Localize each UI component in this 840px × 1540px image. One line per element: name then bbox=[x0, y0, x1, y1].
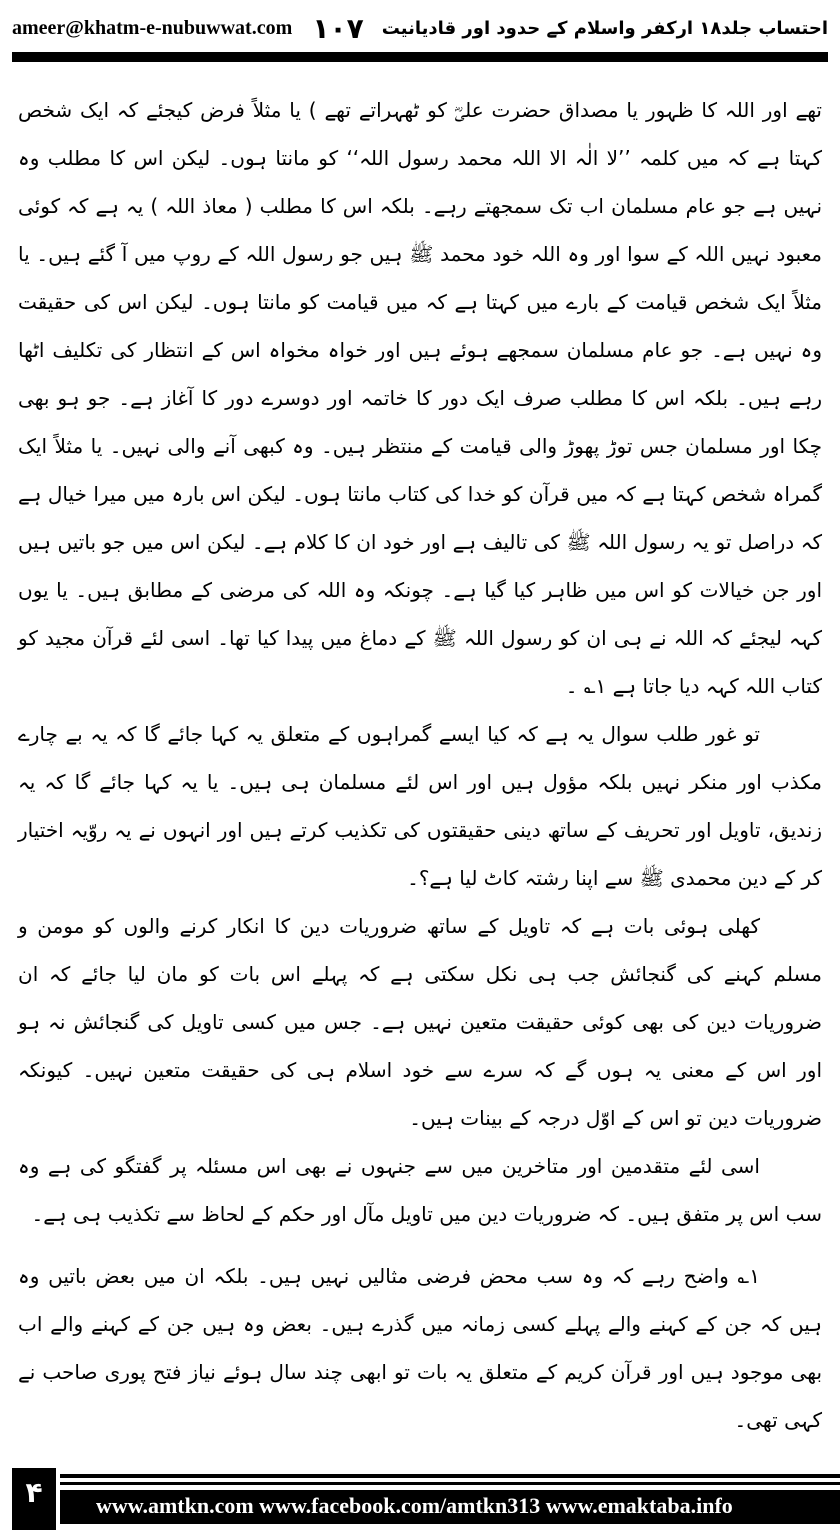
paragraph bbox=[18, 86, 822, 710]
text-line: تو غور طلب سوال یہ ہے کہ کیا ایسے گمراہوں کے متعلق یہ کہا جائے گا کہ یہ بے چارے bbox=[18, 722, 760, 746]
footer-links: www.amtkn.com www.facebook.com/amtkn313 www.emaktaba.info bbox=[96, 1493, 733, 1518]
header-title-group bbox=[312, 12, 828, 45]
page-header bbox=[12, 0, 828, 48]
footnote-line: ہیں اور قرآن کریم کے متعلق یہ بات تو ابھی چند سال ہوئے نیاز فتح پوری صاحب نے کہی تھی۔ bbox=[18, 1360, 822, 1432]
page-footer bbox=[12, 1468, 840, 1530]
footnote bbox=[18, 1252, 822, 1444]
footer-rule bbox=[60, 1482, 840, 1485]
text-line: پھوڑ والی قیامت کے منتظر ہیں۔ وہ کبھی آنے والی نہیں۔ یا مثلاً ایک گمراہ شخص کہتا ہے کہ میں bbox=[18, 434, 823, 506]
text-line: کھلی ہوئی بات ہے کہ تاویل کے ساتھ ضروریات دین کا انکار کرنے والوں کو bbox=[93, 914, 760, 938]
text-line: مطلب صرف ایک دور کا خاتمہ اور دوسرے دور کا آغاز ہے۔ جو ہو بھی چکا اور مسلمان جس توڑ bbox=[18, 386, 823, 458]
text-line: قرآن کو خدا کی کتاب مانتا ہوں۔ لیکن اس بارہ میں میرا خیال ہے کہ دراصل تو یہ رسول bbox=[18, 482, 823, 554]
footer-rule bbox=[60, 1474, 840, 1478]
page-number: ۱۰۷ bbox=[312, 11, 364, 45]
text-line: اللہ ﷺ کی تالیف ہے اور خود ان کا کلام ہے۔ لیکن اس میں جو باتیں ہیں اور جن خیالات کو اس bbox=[18, 530, 822, 602]
footnote-line: جن کے کہنے والے پہلے کسی زمانہ میں گذرے ہیں۔ بعض وہ ہیں جن کے کہنے والے اب بھی موجود bbox=[18, 1312, 823, 1384]
text-line: میں ظاہر کیا گیا ہے۔ چونکہ وہ اللہ کی مرضی کے مطابق ہیں۔ یا یوں کہہ لیجئے کہ اللہ نے ہی ان کو bbox=[18, 578, 823, 650]
book-title: احتساب جلد۱۸ ارکفر واسلام کے حدود اور قادیانیت bbox=[381, 17, 828, 39]
text-line: اس کے اوّل درجہ کے بینات ہیں۔ bbox=[409, 1106, 680, 1130]
text-line: کے معنی یہ ہوں گے کہ سرے سے خود اسلام ہی کی حقیقت متعین نہیں۔ کیونکہ ضروریات دین تو bbox=[18, 1058, 822, 1130]
body-text bbox=[18, 86, 822, 1444]
text-line: قیامت کے بارے میں کہتا ہے کہ میں قیامت کو مانتا ہوں۔ لیکن اس کی حقیقت وہ نہیں ہے۔ جو bbox=[18, 290, 822, 362]
text-line: عام مسلمان سمجھے ہوئے ہیں اور خواہ مخواہ اس کے انتظار کی تکلیف اٹھا رہے ہیں۔ بلکہ اس کا bbox=[18, 338, 822, 410]
text-line: تاویل اور تحریف کے ساتھ دینی حقیقتوں کی تکذیب کرتے ہیں اور انہوں نے یہ روّیہ اختیار کر کے bbox=[18, 818, 822, 890]
text-line: مکذب اور منکر نہیں بلکہ مؤول ہیں اور اس لئے مسلمان ہی ہیں۔ یا یہ کہا جائے گا کہ یہ زندیق، bbox=[18, 770, 822, 842]
paragraph bbox=[18, 710, 822, 902]
paragraph bbox=[18, 1142, 822, 1238]
text-line: جو عام مسلمان اب تک سمجھتے رہے۔ بلکہ اس کا مطلب ( معاذ اللہ ) یہ ہے کہ کوئی معبود نہیں اللہ bbox=[18, 194, 822, 266]
header-rule bbox=[12, 52, 828, 62]
header-email: ameer@khatm-e-nubuwwat.com bbox=[12, 16, 293, 39]
text-line: تھے اور اللہ کا ظہور یا مصداق حضرت علیؓ کو ٹھہراتے تھے ) یا مثلاً فرض کیجئے کہ ایک شخص کہتا ہے کہ bbox=[18, 98, 823, 170]
text-line: میں کلمہ ’’لا الٰہ الا اللہ محمد رسول اللہ‘‘ کو مانتا ہوں۔ لیکن اس کا مطلب وہ نہیں ہے bbox=[18, 146, 823, 218]
footer-number: ۴ bbox=[25, 1476, 43, 1509]
text-line: مومن و مسلم کہنے کی گنجائش جب ہی نکل سکتی ہے کہ پہلے اس بات کو مان لیا جائے کہ ان bbox=[18, 914, 822, 986]
paragraph bbox=[18, 902, 822, 1142]
text-line: کے سوا اور وہ اللہ خود محمد ﷺ ہیں جو رسول اللہ کے روپ میں آ گئے ہیں۔ یا مثلاً ایک شخص bbox=[18, 242, 822, 314]
footnote-line: ۱؎ واضح رہے کہ وہ سب محض فرضی مثالیں نہیں ہیں۔ بلکہ ان میں بعض باتیں وہ ہیں کہ bbox=[18, 1264, 822, 1336]
text-line: رسول اللہ ﷺ کے دماغ میں پیدا کیا تھا۔ اسی لئے قرآن مجید کو کتاب اللہ کہہ دیا جاتا ہے ۱؎ ۔ bbox=[18, 626, 822, 698]
text-line: دین محمدی ﷺ سے اپنا رشتہ کاٹ لیا ہے؟۔ bbox=[407, 866, 768, 890]
text-line: سب اس پر متفق ہیں۔ کہ ضروریات دین میں تاویل مآل اور حکم کے لحاظ سے تکذیب ہی ہے۔ bbox=[31, 1202, 822, 1226]
text-line: ضروریات دین کی بھی کوئی حقیقت متعین نہیں ہے۔ جس میں کسی تاویل کی گنجائش نہ ہو اور اس bbox=[18, 1010, 822, 1082]
text-line: اسی لئے متقدمین اور متاخرین میں سے جنہوں نے بھی اس مسئلہ پر گفتگو کی ہے وہ bbox=[18, 1154, 760, 1178]
